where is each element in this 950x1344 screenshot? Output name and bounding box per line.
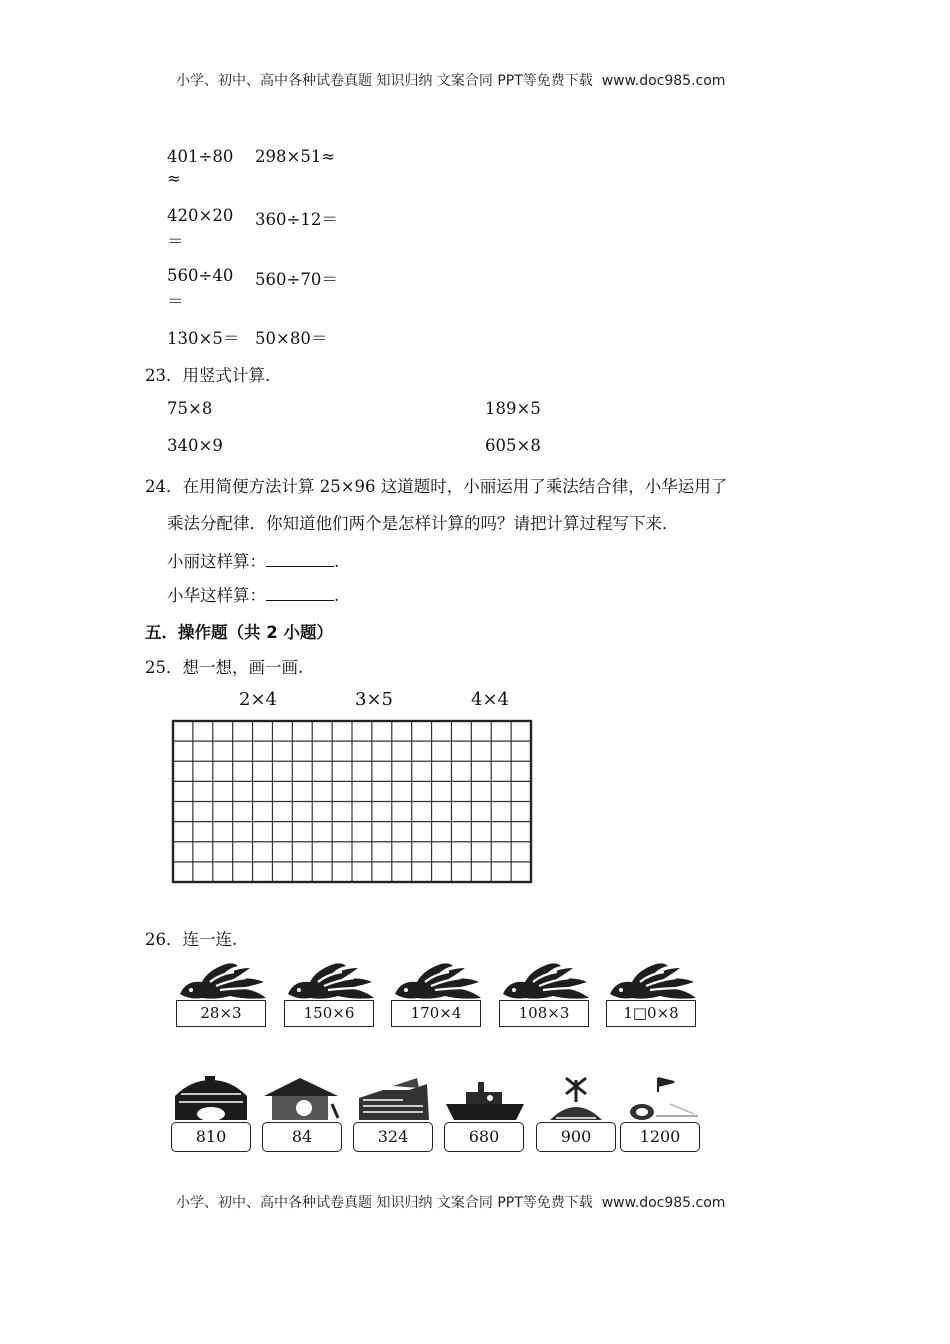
house-card[interactable] — [444, 1074, 528, 1156]
est-2-a: 420×20 — [167, 206, 234, 225]
page-header — [176, 70, 725, 90]
est-2-b: 360÷12＝ — [255, 210, 338, 229]
q25-label-2: 3×5 — [355, 689, 393, 710]
est-1-b: 298×51≈ — [255, 147, 336, 166]
dove-icon — [391, 960, 483, 1004]
q23-item-1: 75×8 — [167, 399, 213, 418]
house-value: 680 — [444, 1122, 524, 1152]
q25-label-3: 4×4 — [471, 689, 509, 710]
dove-icon — [284, 960, 376, 1004]
hut-icon — [262, 1074, 346, 1122]
section-5-title: 五．操作题（共 2 小题） — [145, 623, 333, 642]
house-value: 810 — [171, 1122, 251, 1152]
bird-card[interactable] — [176, 960, 268, 1030]
q23-title: 23．用竖式计算. — [145, 366, 271, 385]
q24-xiaoli-label: 小丽这样算： — [167, 552, 266, 571]
bird-expression: 170×4 — [391, 1000, 481, 1027]
q26-title: 26．连一连. — [145, 930, 238, 949]
bird-expression: 150×6 — [284, 1000, 374, 1027]
dove-icon — [499, 960, 591, 1004]
house-value: 324 — [353, 1122, 433, 1152]
header-link[interactable]: www.doc985.com — [601, 73, 726, 89]
est-4-a: 130×5＝ — [167, 329, 240, 348]
est-1-a: 401÷80 — [167, 147, 234, 166]
flag-cart-icon — [620, 1074, 704, 1122]
bird-expression: 1□0×8 — [606, 1000, 696, 1027]
est-3-tail: ＝ — [167, 292, 184, 311]
q24-xiaoli-blank[interactable] — [266, 552, 334, 567]
house-card[interactable] — [536, 1074, 620, 1156]
barn-icon — [171, 1074, 255, 1122]
ship-icon — [444, 1074, 528, 1122]
house-card[interactable] — [620, 1074, 704, 1156]
est-2-tail: ＝ — [167, 232, 184, 251]
q24-line2: 乘法分配律．你知道他们两个是怎样计算的吗？请把计算过程写下来． — [167, 514, 679, 533]
q24-xiaoli-end: . — [334, 552, 340, 571]
q24-line1: 24．在用简便方法计算 25×96 这道题时，小丽运用了乘法结合律，小华运用了 — [145, 477, 728, 496]
q24-xiaoli-row — [167, 548, 339, 572]
windmill-icon — [536, 1074, 620, 1122]
q23-item-4: 605×8 — [485, 436, 541, 455]
house-card[interactable] — [262, 1074, 346, 1156]
bird-card[interactable] — [499, 960, 591, 1030]
q23-item-3: 340×9 — [167, 436, 223, 455]
house-card[interactable] — [171, 1074, 255, 1156]
house-value: 900 — [536, 1122, 616, 1152]
dove-icon — [606, 960, 698, 1004]
q25-title: 25．想一想，画一画. — [145, 658, 304, 677]
house-value: 84 — [262, 1122, 342, 1152]
drawing-grid[interactable] — [170, 718, 534, 886]
est-3-b: 560÷70＝ — [255, 270, 338, 289]
header-text: 小学、初中、高中各种试卷真题 知识归纳 文案合同 PPT等免费下载 — [176, 73, 593, 89]
q24-xiaohua-blank[interactable] — [266, 586, 334, 601]
house-value: 1200 — [620, 1122, 700, 1152]
footer-text: 小学、初中、高中各种试卷真题 知识归纳 文案合同 PPT等免费下载 — [176, 1195, 593, 1211]
q24-xiaohua-row — [167, 582, 339, 606]
bird-expression: 28×3 — [176, 1000, 266, 1027]
footer-link[interactable]: www.doc985.com — [601, 1195, 726, 1211]
stacked-house-icon — [353, 1074, 437, 1122]
q24-xiaohua-end: . — [334, 586, 340, 605]
q23-item-2: 189×5 — [485, 399, 541, 418]
est-1-tail: ≈ — [167, 169, 181, 188]
est-4-b: 50×80＝ — [255, 329, 328, 348]
bird-card[interactable] — [284, 960, 376, 1030]
dove-icon — [176, 960, 268, 1004]
q25-label-1: 2×4 — [239, 689, 277, 710]
bird-expression: 108×3 — [499, 1000, 589, 1027]
bird-card[interactable] — [606, 960, 698, 1030]
q24-xiaohua-label: 小华这样算： — [167, 586, 266, 605]
bird-card[interactable] — [391, 960, 483, 1030]
house-card[interactable] — [353, 1074, 437, 1156]
est-3-a: 560÷40 — [167, 266, 234, 285]
page-footer — [176, 1192, 725, 1212]
